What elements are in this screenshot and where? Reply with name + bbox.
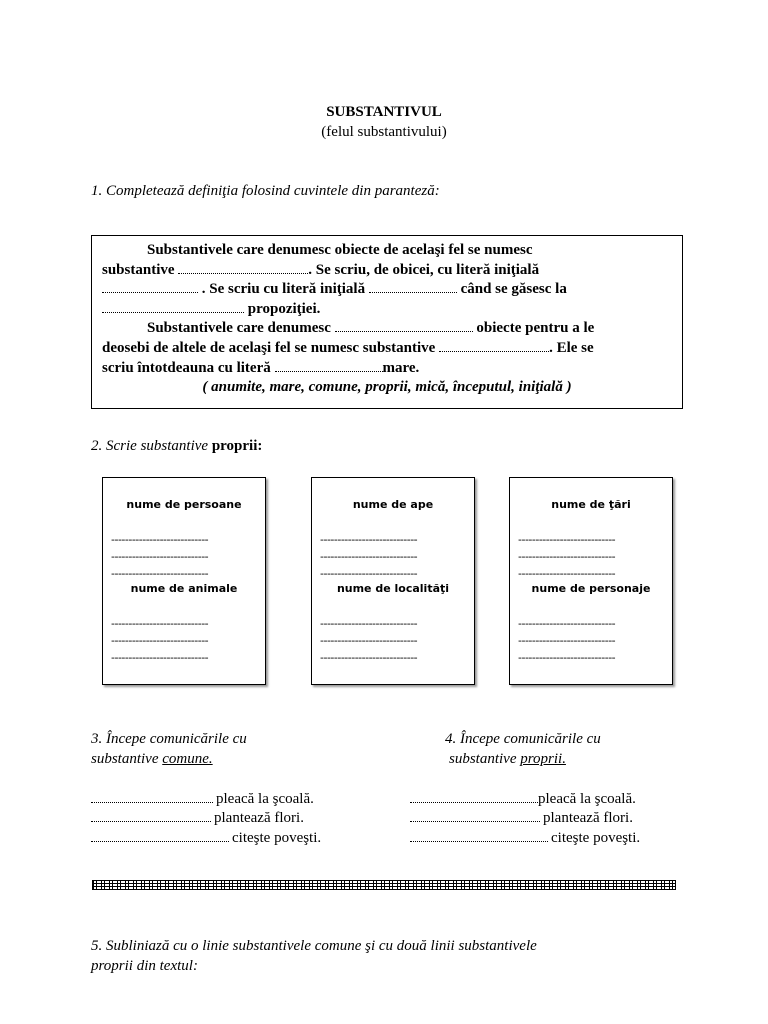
def-text: . Ele se [549,339,594,356]
dash-line[interactable]: ---------------------------- [111,567,209,580]
task4-prompt: 4. Începe comunicările cu [445,731,601,747]
dash-line[interactable]: ---------------------------- [518,617,616,630]
page-subtitle: (felul substantivului) [321,124,447,140]
def-text: . Se scriu, de obicei, cu literă iniţială [308,261,540,278]
sentence [91,809,304,827]
dash-line[interactable]: ---------------------------- [111,651,209,664]
sentence [91,790,314,808]
dash-line[interactable]: ---------------------------- [320,567,418,580]
card-heading: nume de persoane [126,498,242,511]
def-text: Substantivele care denumesc obiecte de acelaşi fel se numesc [147,242,533,258]
def-text: scriu întotdeauna cu literă [102,359,271,376]
sentence-text: plantează flori. [543,810,633,826]
card-3 [509,477,673,685]
word-bank: ( anumite, mare, comune, proprii, mică, începutul, iniţială ) [202,379,572,396]
dash-line[interactable]: ---------------------------- [518,533,616,546]
fill-blank[interactable] [91,790,213,803]
fill-blank[interactable] [102,280,198,293]
def-text: substantive [102,261,175,278]
task5-prompt: 5. Subliniază cu o linie substantivele comune şi cu două linii substantivele [91,938,537,954]
dash-line[interactable]: ---------------------------- [111,617,209,630]
card-1 [102,477,266,685]
def-text: deosebi de altele de acelaşi fel se numesc substantive [102,339,436,356]
task3-text: substantive [91,751,163,767]
card-heading: nume de personaje [531,582,651,595]
card-heading: nume de animale [130,582,238,595]
sentence [410,790,636,808]
fill-blank[interactable] [439,339,549,352]
card-2 [311,477,475,685]
fill-blank[interactable] [275,359,383,372]
dash-line[interactable]: ---------------------------- [518,567,616,580]
fill-blank[interactable] [178,261,308,274]
task2-prompt-bold: proprii: [211,438,263,454]
fill-blank[interactable] [91,829,229,842]
sentence [410,829,640,847]
definition-box [91,235,683,409]
task2-prompt [91,438,262,455]
dash-line[interactable]: ---------------------------- [320,617,418,630]
dash-line[interactable]: ---------------------------- [320,550,418,563]
task3-underlined: comune. [162,751,213,767]
sentence-text: plantează flori. [214,810,304,826]
def-text: Substantivele care denumesc [147,320,331,337]
dash-line[interactable]: ---------------------------- [518,550,616,563]
card-heading: nume de localităţi [336,582,450,595]
def-text: mare. [382,359,420,376]
page-title: SUBSTANTIVUL [326,104,442,120]
task4-prompt-2 [449,751,566,768]
fill-blank[interactable] [102,300,244,313]
fill-blank[interactable] [410,829,548,842]
card-heading: nume de ape [352,498,434,511]
task1-prompt: 1. Completează definiţia folosind cuvintele din paranteză: [91,183,440,199]
sentence-text: pleacă la şcoală. [538,791,636,807]
fill-blank[interactable] [410,809,540,822]
task4-underlined: proprii. [520,751,566,767]
dash-line[interactable]: ---------------------------- [111,634,209,647]
dash-line[interactable]: ---------------------------- [111,550,209,563]
dash-line[interactable]: ---------------------------- [111,533,209,546]
sentence-text: pleacă la şcoală. [216,791,314,807]
fill-blank[interactable] [369,280,457,293]
fill-blank[interactable] [410,790,538,803]
card-heading: nume de ţări [551,498,631,511]
fill-blank[interactable] [335,319,473,332]
task4-text: substantive [449,751,521,767]
sentence-text: citeşte poveşti. [232,830,322,846]
def-text: . Se scriu cu literă iniţială [201,281,366,298]
fill-blank[interactable] [91,809,211,822]
task5-prompt-2: proprii din textul: [91,958,198,974]
sentence [410,809,633,827]
def-text: propoziţiei. [247,300,321,317]
dash-line[interactable]: ---------------------------- [518,634,616,647]
task3-prompt-2 [91,751,213,768]
def-text: când se găsesc la [460,281,567,298]
task2-prompt-text: 2. Scrie substantive [91,438,212,454]
dash-line[interactable]: ---------------------------- [320,634,418,647]
task3-prompt: 3. Începe comunicările cu [91,731,247,747]
dash-line[interactable]: ---------------------------- [320,651,418,664]
decorative-border [92,880,676,890]
sentence-text: citeşte poveşti. [551,830,641,846]
dash-line[interactable]: ---------------------------- [320,533,418,546]
dash-line[interactable]: ---------------------------- [518,651,616,664]
sentence [91,829,321,847]
def-text: obiecte pentru a le [476,320,595,337]
